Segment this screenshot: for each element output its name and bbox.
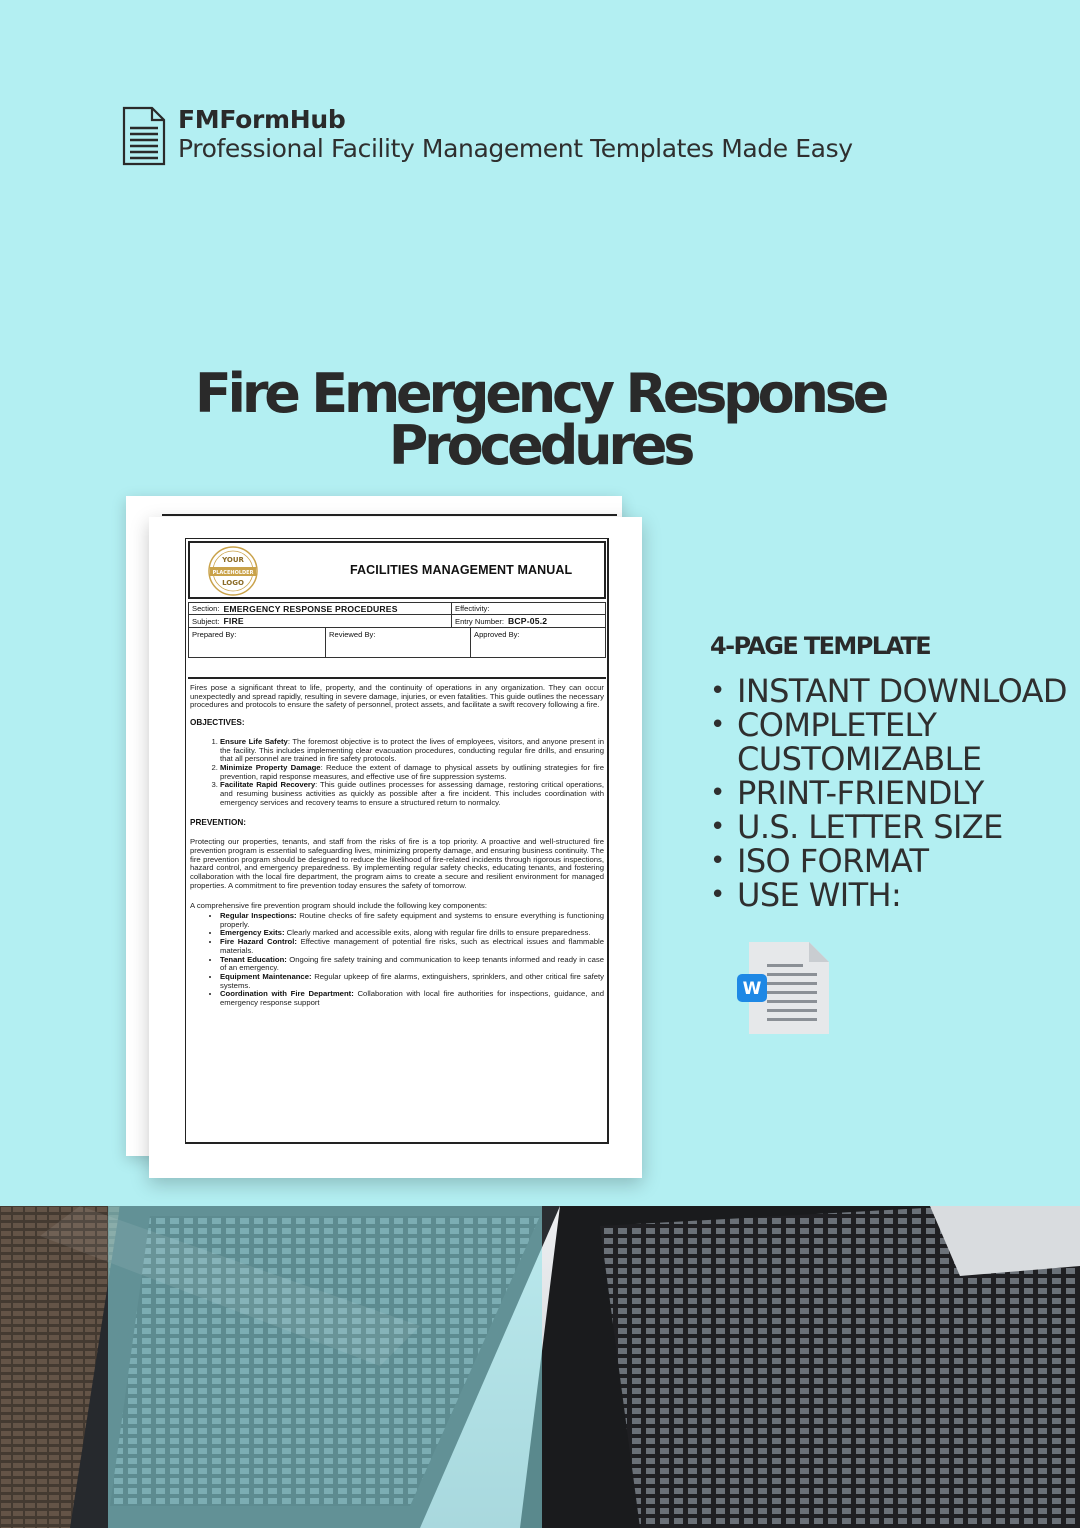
logo-text-logo: LOGO — [222, 579, 244, 587]
brand-header — [122, 106, 853, 166]
approved-by-cell — [470, 628, 605, 657]
logo-text-your: YOUR — [222, 556, 244, 564]
document-icon — [122, 106, 166, 166]
back-page-border — [162, 514, 617, 516]
feature-list — [710, 674, 1067, 912]
effectivity-cell — [451, 603, 605, 614]
objective-item: 1. Ensure Life Safety: The foremost objective is to protect the lives of employees, visitors, and anyone present in the facility. This includes implementing clear evacuation procedures, conducting regular fire drills, and ensuring that all personnel are trained in fire safety protocols. — [220, 738, 604, 764]
prepared-label: Prepared By: — [192, 630, 237, 639]
word-document-icon — [737, 940, 831, 1036]
logo-text-placeholder: PLACEHOLDER — [212, 570, 254, 576]
section-value: EMERGENCY RESPONSE PROCEDURES — [223, 603, 398, 614]
prepared-by-cell — [189, 628, 325, 657]
feature-panel — [710, 632, 1067, 912]
document-body — [190, 684, 604, 1008]
component-item: • Equipment Maintenance: Regular upkeep of fire alarms, extinguishers, sprinklers, and other critical fire safety systems. — [220, 973, 604, 990]
page-title-line2: Procedures — [388, 414, 692, 477]
effectivity-label: Effectivity: — [455, 604, 490, 613]
feature-item: • USE WITH: — [710, 878, 1067, 912]
brand-name: FMFormHub — [178, 105, 346, 134]
section-label: Section: — [192, 604, 220, 613]
entry-label: Entry Number: — [455, 616, 504, 626]
feature-item: • INSTANT DOWNLOAD — [710, 674, 1067, 708]
subject-cell — [189, 615, 451, 627]
intro-paragraph: Fires pose a significant threat to life, property, and the continuity of operations in any organization. They can occur unexpectedly and spread rapidly, resulting in severe damage, injuries, or even fatalities. This guide outlines the necessary procedures and protocols to ensure the safety of personnel, protect assets, and facilitate a swift recovery following a fire. — [190, 683, 604, 710]
prevention-paragraph: Protecting our properties, tenants, and staff from the risks of fire is a top priority. A proactive and well-structured fire prevention program is essential to safeguarding lives, minimizing property damage, and ensuring business continuity. The fire prevention program should be designed to reduce the likelihood of fire-related incidents through rigorous inspections, hazard control, and emergency preparedness. By implementing regular safety checks, educating tenants, and fostering collaboration with the local fire department, the program aims to create a secure and resilient environment for managed properties. A commitment to fire prevention today ensures the safety of tomorrow. — [190, 837, 604, 890]
placeholder-logo-seal — [204, 545, 262, 597]
component-item: • Emergency Exits: Clearly marked and accessible exits, along with regular fire drills to ensure preparedness. — [220, 929, 604, 938]
subject-value: FIRE — [223, 616, 244, 626]
brand-tagline: Professional Facility Management Templates Made Easy — [178, 133, 853, 163]
features-heading: 4-PAGE TEMPLATE — [710, 632, 931, 660]
feature-item: • ISO FORMAT — [710, 844, 1067, 878]
skyscraper-photo — [0, 1206, 1080, 1528]
feature-item: • U.S. LETTER SIZE — [710, 810, 1067, 844]
document-header — [188, 541, 606, 599]
component-item: • Fire Hazard Control: Effective management of potential fire risks, such as electrical issues and flammable materials. — [220, 938, 604, 955]
component-item: • Regular Inspections: Routine checks of fire safety equipment and systems to ensure everything is functioning properly. — [220, 912, 604, 929]
components-intro: A comprehensive fire prevention program should include the following key components: — [190, 901, 487, 911]
page-title-line1: Fire Emergency Response — [194, 362, 886, 425]
document-frame — [185, 538, 609, 1144]
document-preview — [149, 517, 642, 1178]
entry-number-cell — [451, 615, 605, 627]
objective-item: 3. Facilitate Rapid Recovery: This guide outlines processes for assessing damage, restoring critical operations, and resuming business activities as quickly as possible after a fire incident. This includes coordination with emergency services and recovery teams to ensure a structured return to normalcy. — [220, 781, 604, 807]
reviewed-by-cell — [325, 628, 470, 657]
meta-row-section — [188, 602, 606, 615]
objective-item: 2. Minimize Property Damage: Reduce the extent of damage to physical assets by outlining strategies for fire prevention, rapid response measures, and effective use of fire suppression systems. — [220, 764, 604, 781]
section-cell — [189, 603, 451, 614]
manual-title: FACILITIES MANAGEMENT MANUAL — [350, 563, 573, 577]
entry-value: BCP-05.2 — [507, 616, 548, 626]
component-item: • Coordination with Fire Department: Collaboration with local fire authorities for inspections, guidance, and emergency response support — [220, 990, 604, 1007]
meta-divider — [188, 677, 606, 679]
objectives-heading: OBJECTIVES: — [190, 718, 245, 728]
meta-row-subject — [188, 615, 606, 628]
objectives-list — [190, 738, 604, 808]
feature-item: • PRINT-FRIENDLY — [710, 776, 1067, 810]
subject-label: Subject: — [192, 616, 220, 626]
prevention-heading: PREVENTION: — [190, 818, 246, 828]
approved-label: Approved By: — [474, 630, 520, 639]
reviewed-label: Reviewed By: — [329, 630, 376, 639]
components-list — [190, 912, 604, 1008]
document-meta-table — [188, 602, 606, 658]
word-letter: W — [742, 979, 762, 999]
meta-row-approvals — [188, 628, 606, 658]
component-item: • Tenant Education: Ongoing fire safety training and communication to keep tenants informed and ready in case of an emergency. — [220, 956, 604, 973]
feature-item: • COMPLETELY CUSTOMIZABLE — [710, 708, 1010, 776]
page-title — [0, 362, 1080, 477]
